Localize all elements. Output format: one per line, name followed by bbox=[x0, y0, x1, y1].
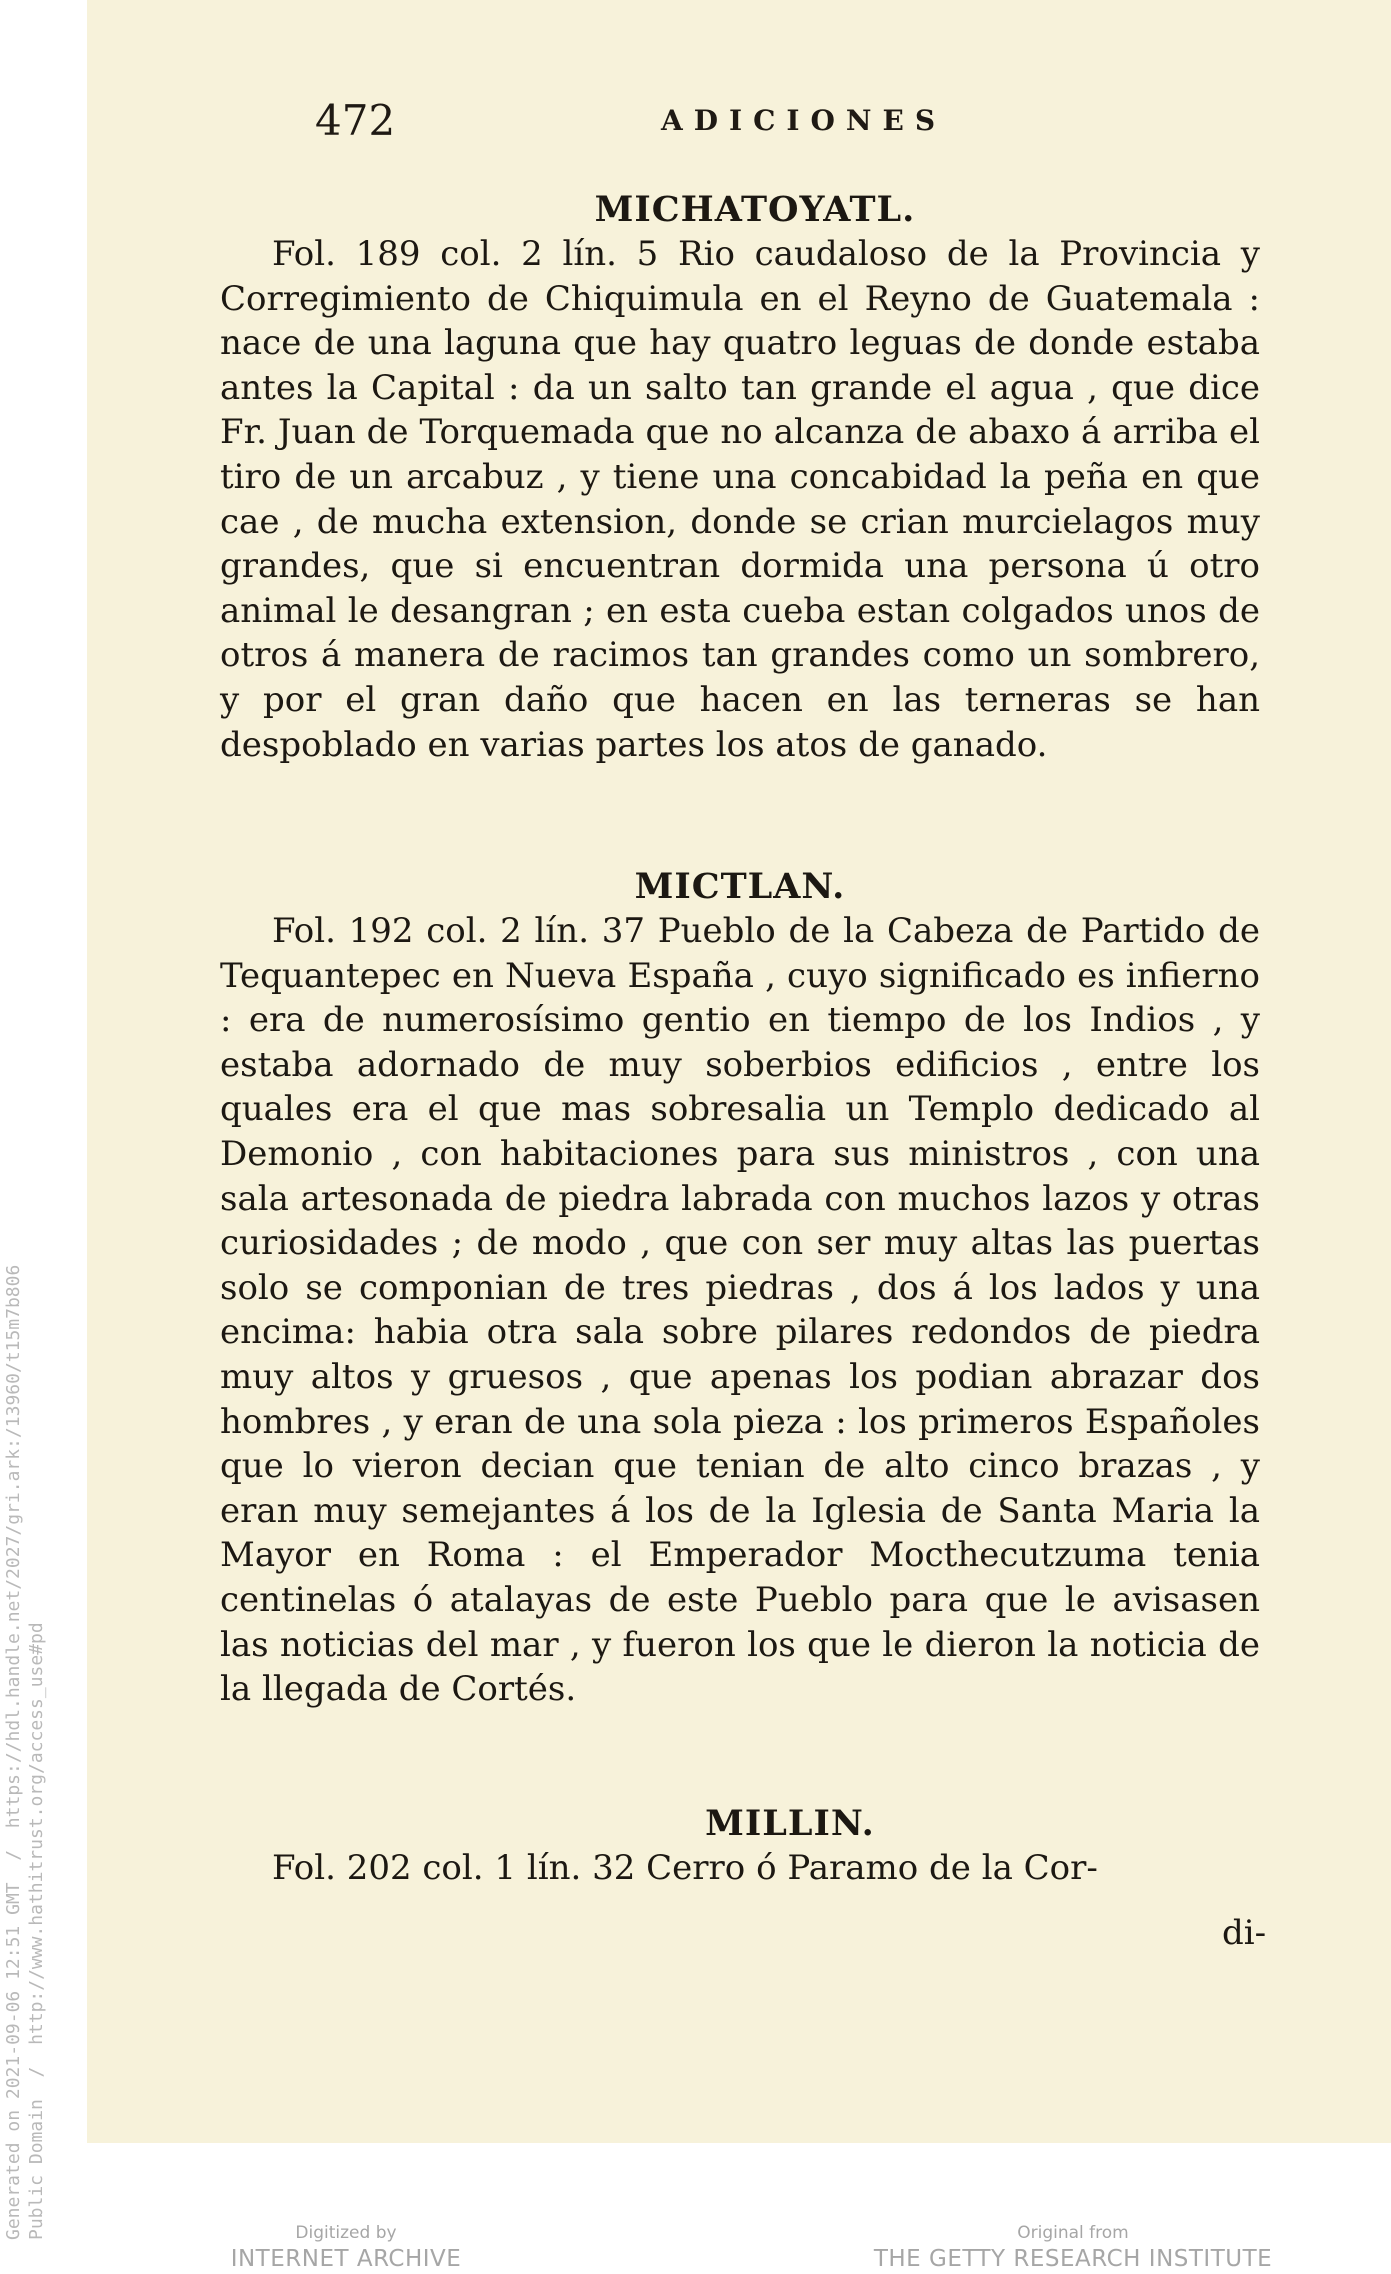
internet-archive-label: INTERNET ARCHIVE bbox=[230, 2246, 462, 2272]
page-number: 472 bbox=[315, 96, 396, 145]
digitized-by-credit bbox=[226, 2222, 466, 2274]
original-from-credit bbox=[838, 2222, 1308, 2274]
access-watermark bbox=[2, 1265, 48, 2240]
entry-title: MICTLAN. bbox=[634, 866, 846, 907]
digitized-by-label: Digitized by bbox=[295, 2223, 397, 2243]
entry-title: MILLIN. bbox=[705, 1803, 875, 1844]
entry-title: MICHATOYATL. bbox=[594, 189, 916, 230]
entry-michatoyatl bbox=[220, 188, 1260, 767]
page-header bbox=[87, 96, 1391, 146]
entry-body: Fol. 192 col. 2 lín. 37 Pueblo de la Cabeza de Partido de Tequantepec en Nueva España , cuyo significado es infierno : era de numerosísimo gentio en tiempo de los Indios , y estaba adornado de muy soberbios edificios , entre los quales era el que mas sobresalia un Templo dedicado al Demonio , con habitaciones para sus ministros , con una sala artesonada de piedra labrada con muchos lazos y otras curiosidades ; de modo , que con ser muy altas las puertas solo se componian de tres piedras , dos á los lados y una encima: habia otra sala sobre pilares redondos de piedra muy altos y gruesos , que apenas los podian abrazar dos hombres , y eran de una sola pieza : los primeros Españoles que lo vieron decian que tenian de alto cinco brazas , y eran muy semejantes á los de la Iglesia de Santa Maria la Mayor en Roma : el Emperador Mocthecutzuma tenia centinelas ó atalayas de este Pueblo para que le avisasen las noticias del mar , y fueron los que le dieron la noticia de la llegada de Cortés. bbox=[220, 911, 1260, 1710]
running-head: ADICIONES bbox=[661, 104, 947, 137]
entry-body: Fol. 202 col. 1 lín. 32 Cerro ó Paramo de la Cor- bbox=[272, 1848, 1098, 1888]
getty-institute-label: THE GETTY RESEARCH INSTITUTE bbox=[873, 2246, 1273, 2272]
entry-millin bbox=[220, 1802, 1260, 1891]
watermark-line-2: Public Domain / http://www.hathitrust.org/access_use#pd bbox=[26, 1622, 47, 2240]
catchword: di- bbox=[1222, 1913, 1267, 1953]
original-from-label: Original from bbox=[1017, 2223, 1129, 2243]
watermark-line-1: Generated on 2021-09-06 12:51 GMT / https://hdl.handle.net/2027/gri.ark:/13960/t15m7b806 bbox=[3, 1264, 24, 2240]
entry-mictlan bbox=[220, 865, 1260, 1712]
entry-body: Fol. 189 col. 2 lín. 5 Rio caudaloso de la Provincia y Corregimiento de Chiquimula en el Reyno de Guatemala : nace de una laguna que hay quatro leguas de donde estaba antes la Capital : da un salto tan grande el agua , que dice Fr. Juan de Torquemada que no alcanza de abaxo á arriba el tiro de un arcabuz , y tiene una concabidad la peña en que cae , de mucha extension, donde se crian murcielagos muy grandes, que si encuentran dormida una persona ú otro animal le desangran ; en esta cueba estan colgados unos de otros á manera de racimos tan grandes como un sombrero, y por el gran daño que hacen en las terneras se han despoblado en varias partes los atos de ganado. bbox=[220, 234, 1260, 765]
